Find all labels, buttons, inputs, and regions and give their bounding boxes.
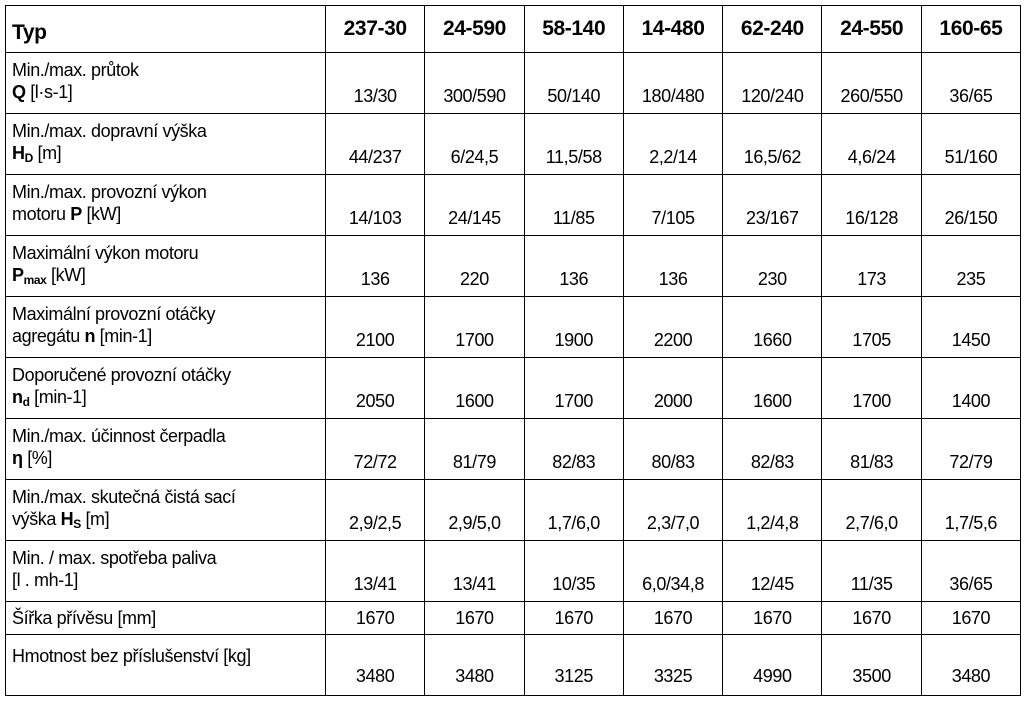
header-model: 24-550 [822,6,921,53]
table-row [6,53,1021,114]
table-cell: 136 [623,236,722,297]
table-cell: 1670 [822,602,921,635]
table-cell: 230 [723,236,822,297]
table-cell: 81/79 [425,419,524,480]
table-cell: 80/83 [623,419,722,480]
row-label-line2 [12,447,317,469]
table-cell: 3500 [822,635,921,696]
row-label: Hmotnost bez příslušenství [kg] [6,635,326,696]
table-cell: 6,0/34,8 [623,541,722,602]
row-label [6,297,326,358]
table-cell: 2,7/6,0 [822,480,921,541]
table-cell: 1670 [921,602,1020,635]
table-cell: 50/140 [524,53,623,114]
row-symbol: H [60,509,74,529]
table-cell: 220 [425,236,524,297]
table-cell: 13/41 [425,541,524,602]
table-row [6,602,1021,635]
table-cell: 23/167 [723,175,822,236]
table-cell: 72/72 [326,419,425,480]
row-unit: [min-1] [95,326,152,346]
table-row [6,480,1021,541]
row-label-prefix: motoru [12,204,71,224]
table-cell: 1670 [425,602,524,635]
table-cell: 173 [822,236,921,297]
table-cell: 1670 [326,602,425,635]
table-cell: 10/35 [524,541,623,602]
table-cell: 235 [921,236,1020,297]
row-unit: [m] [32,143,62,163]
row-unit: [min-1] [29,387,87,407]
header-model: 237-30 [326,6,425,53]
row-symbol: η [12,448,23,468]
row-unit: [l . mh-1] [12,570,79,590]
row-label [6,419,326,480]
table-cell: 3325 [623,635,722,696]
table-cell: 81/83 [822,419,921,480]
row-unit: [m] [80,509,110,529]
table-cell: 16,5/62 [723,114,822,175]
table-cell: 1660 [723,297,822,358]
row-label-line1: Min. / max. spotřeba paliva [12,548,217,568]
row-label-prefix: agregátu [12,326,85,346]
row-label-line1: Min./max. účinnost čerpadla [12,426,226,446]
table-cell: 36/65 [921,53,1020,114]
row-label-line1: Min./max. průtok [12,60,139,80]
row-symbol: P [12,265,24,285]
row-label-line1: Maximální provozní otáčky [12,304,216,324]
table-cell: 11,5/58 [524,114,623,175]
row-symbol: Q [12,82,26,102]
table-cell: 120/240 [723,53,822,114]
table-cell: 4,6/24 [822,114,921,175]
row-label: Šířka přívěsu [mm] [6,602,326,635]
table-cell: 24/145 [425,175,524,236]
table-cell: 300/590 [425,53,524,114]
row-unit: [kW] [46,265,86,285]
table-cell: 1600 [425,358,524,419]
table-cell: 11/85 [524,175,623,236]
table-cell: 26/150 [921,175,1020,236]
row-label [6,358,326,419]
table-cell: 1700 [524,358,623,419]
row-label [6,236,326,297]
header-model: 62-240 [723,6,822,53]
table-row [6,635,1021,696]
table-cell: 2050 [326,358,425,419]
table-cell: 1,7/5,6 [921,480,1020,541]
table-cell: 14/103 [326,175,425,236]
row-label [6,114,326,175]
table-cell: 1,2/4,8 [723,480,822,541]
row-symbol-subscript: d [22,395,30,409]
table-row [6,297,1021,358]
row-symbol-subscript: max [23,273,47,287]
row-label-line1: Min./max. dopravní výška [12,121,207,141]
row-unit: [%] [22,448,53,468]
row-label [6,541,326,602]
table-row [6,419,1021,480]
header-model: 14-480 [623,6,722,53]
table-cell: 36/65 [921,541,1020,602]
table-cell: 2,3/7,0 [623,480,722,541]
pump-spec-table [5,5,1021,696]
row-unit: [kW] [81,204,121,224]
table-cell: 2100 [326,297,425,358]
row-label-line2 [12,81,317,103]
row-label [6,53,326,114]
row-label-line1: Doporučené provozní otáčky [12,365,231,385]
row-symbol: P [70,204,82,224]
table-row [6,541,1021,602]
table-cell: 44/237 [326,114,425,175]
row-symbol: H [12,143,25,163]
table-cell: 1670 [723,602,822,635]
table-cell: 3480 [921,635,1020,696]
table-row [6,114,1021,175]
table-cell: 1450 [921,297,1020,358]
header-model: 160-65 [921,6,1020,53]
table-cell: 136 [524,236,623,297]
table-cell: 1670 [524,602,623,635]
table-cell: 180/480 [623,53,722,114]
table-cell: 2,9/2,5 [326,480,425,541]
table-cell: 2,9/5,0 [425,480,524,541]
header-model: 24-590 [425,6,524,53]
table-cell: 7/105 [623,175,722,236]
table-cell: 11/35 [822,541,921,602]
table-cell: 13/41 [326,541,425,602]
table-cell: 3480 [326,635,425,696]
table-header-row [6,6,1021,53]
table-row [6,236,1021,297]
table-cell: 1705 [822,297,921,358]
table-cell: 3125 [524,635,623,696]
table-cell: 1900 [524,297,623,358]
row-symbol-subscript: S [73,517,81,531]
row-label-line2 [12,508,317,535]
row-label-line2 [12,203,317,225]
table-cell: 1670 [623,602,722,635]
row-label-line1: Maximální výkon motoru [12,243,199,263]
table-cell: 260/550 [822,53,921,114]
table-cell: 13/30 [326,53,425,114]
row-label-line2 [12,142,317,169]
row-label-line1: Min./max. provozní výkon [12,182,207,202]
row-label-prefix: výška [12,509,61,529]
table-cell: 6/24,5 [425,114,524,175]
table-cell: 2200 [623,297,722,358]
table-cell: 4990 [723,635,822,696]
table-cell: 82/83 [723,419,822,480]
table-row [6,175,1021,236]
table-row [6,358,1021,419]
table-cell: 2000 [623,358,722,419]
table-cell: 12/45 [723,541,822,602]
header-model: 58-140 [524,6,623,53]
table-cell: 82/83 [524,419,623,480]
table-cell: 72/79 [921,419,1020,480]
row-label-line1: Min./max. skutečná čistá sací [12,487,236,507]
table-cell: 136 [326,236,425,297]
row-symbol: n [84,326,96,346]
table-cell: 51/160 [921,114,1020,175]
table-cell: 1,7/6,0 [524,480,623,541]
row-label [6,175,326,236]
table-cell: 1600 [723,358,822,419]
table-cell: 3480 [425,635,524,696]
table-cell: 1700 [822,358,921,419]
row-symbol-subscript: D [24,151,33,165]
row-symbol: n [12,387,23,407]
row-label-line2 [12,325,317,347]
row-label-line2 [12,386,317,413]
table-cell: 2,2/14 [623,114,722,175]
header-type-label: Typ [6,6,326,53]
table-cell: 1700 [425,297,524,358]
row-label [6,480,326,541]
table-cell: 1400 [921,358,1020,419]
table-cell: 16/128 [822,175,921,236]
row-unit: [l·s-1] [25,82,73,102]
row-label-line2 [12,264,317,291]
